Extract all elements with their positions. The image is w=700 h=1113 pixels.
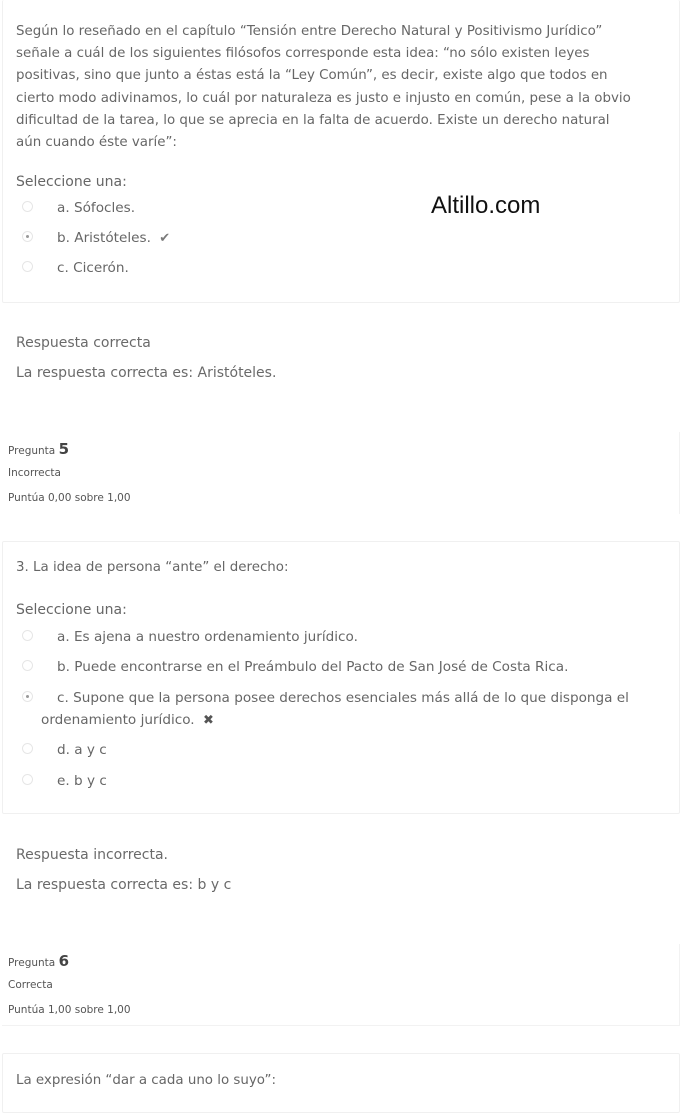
question-number-value: 5 bbox=[58, 440, 70, 458]
question-6-info bbox=[2, 944, 680, 1026]
radio-button[interactable] bbox=[22, 630, 33, 641]
feedback-correct-answer: La respuesta correcta es: Aristóteles. bbox=[16, 365, 277, 381]
question-text-line: dificultad de la tarea, lo que se aprecia en la falta de acuerdo. Existe un derecho natural bbox=[16, 112, 610, 128]
incorrect-x-icon: ✖ bbox=[202, 713, 214, 728]
radio-button[interactable] bbox=[22, 774, 33, 785]
question-number bbox=[8, 440, 69, 458]
question-4-text bbox=[16, 21, 666, 154]
question-score: Puntúa 1,00 sobre 1,00 bbox=[8, 1004, 131, 1016]
question-5-text: 3. La idea de persona “ante” el derecho: bbox=[16, 560, 289, 575]
question-score: Puntúa 0,00 sobre 1,00 bbox=[8, 492, 131, 504]
option-label: a. Sófocles. bbox=[57, 200, 136, 216]
option-label-wrap bbox=[41, 687, 672, 732]
radio-button[interactable] bbox=[22, 261, 33, 272]
watermark: Altillo.com bbox=[431, 192, 541, 219]
question-state: Incorrecta bbox=[8, 467, 61, 479]
question-text-line: señale a cuál de los siguientes filósofos corresponde esta idea: “no sólo existen leyes bbox=[16, 46, 590, 62]
question-text-line: Según lo reseñado en el capítulo “Tensión entre Derecho Natural y Positivismo Jurídico” bbox=[16, 24, 603, 39]
question-number-value: 6 bbox=[58, 952, 70, 970]
radio-button-selected[interactable] bbox=[22, 231, 33, 242]
option-label: e. b y c bbox=[57, 773, 107, 789]
question-state: Correcta bbox=[8, 979, 53, 991]
feedback-status: Respuesta correcta bbox=[16, 335, 151, 351]
radio-button-selected[interactable] bbox=[22, 691, 33, 702]
radio-button[interactable] bbox=[22, 201, 33, 212]
feedback-status: Respuesta incorrecta. bbox=[16, 847, 169, 863]
correct-check-icon: ✔ bbox=[159, 231, 171, 246]
option-label: b. Aristóteles. bbox=[57, 230, 151, 246]
option-label: a. Es ajena a nuestro ordenamiento jurídico. bbox=[57, 629, 358, 645]
question-number bbox=[8, 952, 69, 970]
option-label-wrap bbox=[57, 227, 170, 250]
feedback-correct-answer: La respuesta correcta es: b y c bbox=[16, 877, 232, 893]
option-label: ordenamiento jurídico. bbox=[41, 712, 195, 728]
radio-button[interactable] bbox=[22, 660, 33, 671]
select-one-prompt: Seleccione una: bbox=[16, 174, 127, 190]
option-label: d. a y c bbox=[57, 742, 107, 758]
option-label: b. Puede encontrarse en el Preámbulo del Pacto de San José de Costa Rica. bbox=[57, 659, 569, 675]
option-label: c. Cicerón. bbox=[57, 260, 129, 276]
question-6-text: La expresión “dar a cada uno lo suyo”: bbox=[16, 1073, 276, 1088]
option-label-continued bbox=[41, 709, 672, 732]
question-label: Pregunta bbox=[8, 957, 56, 969]
question-label: Pregunta bbox=[8, 445, 56, 457]
question-5-info bbox=[2, 432, 680, 514]
question-text-line: cierto modo adivinamos, lo cuál por naturaleza es justo e injusto en común, pese a la obvio bbox=[16, 90, 631, 106]
question-text-line: positivas, sino que junto a éstas está la “Ley Común”, es decir, existe algo que todos en bbox=[16, 68, 608, 84]
radio-button[interactable] bbox=[22, 743, 33, 754]
select-one-prompt: Seleccione una: bbox=[16, 602, 127, 618]
question-text-line: aún cuando éste varíe”: bbox=[16, 135, 177, 151]
option-label: c. Supone que la persona posee derechos esenciales más allá de lo que disponga el bbox=[57, 690, 629, 706]
